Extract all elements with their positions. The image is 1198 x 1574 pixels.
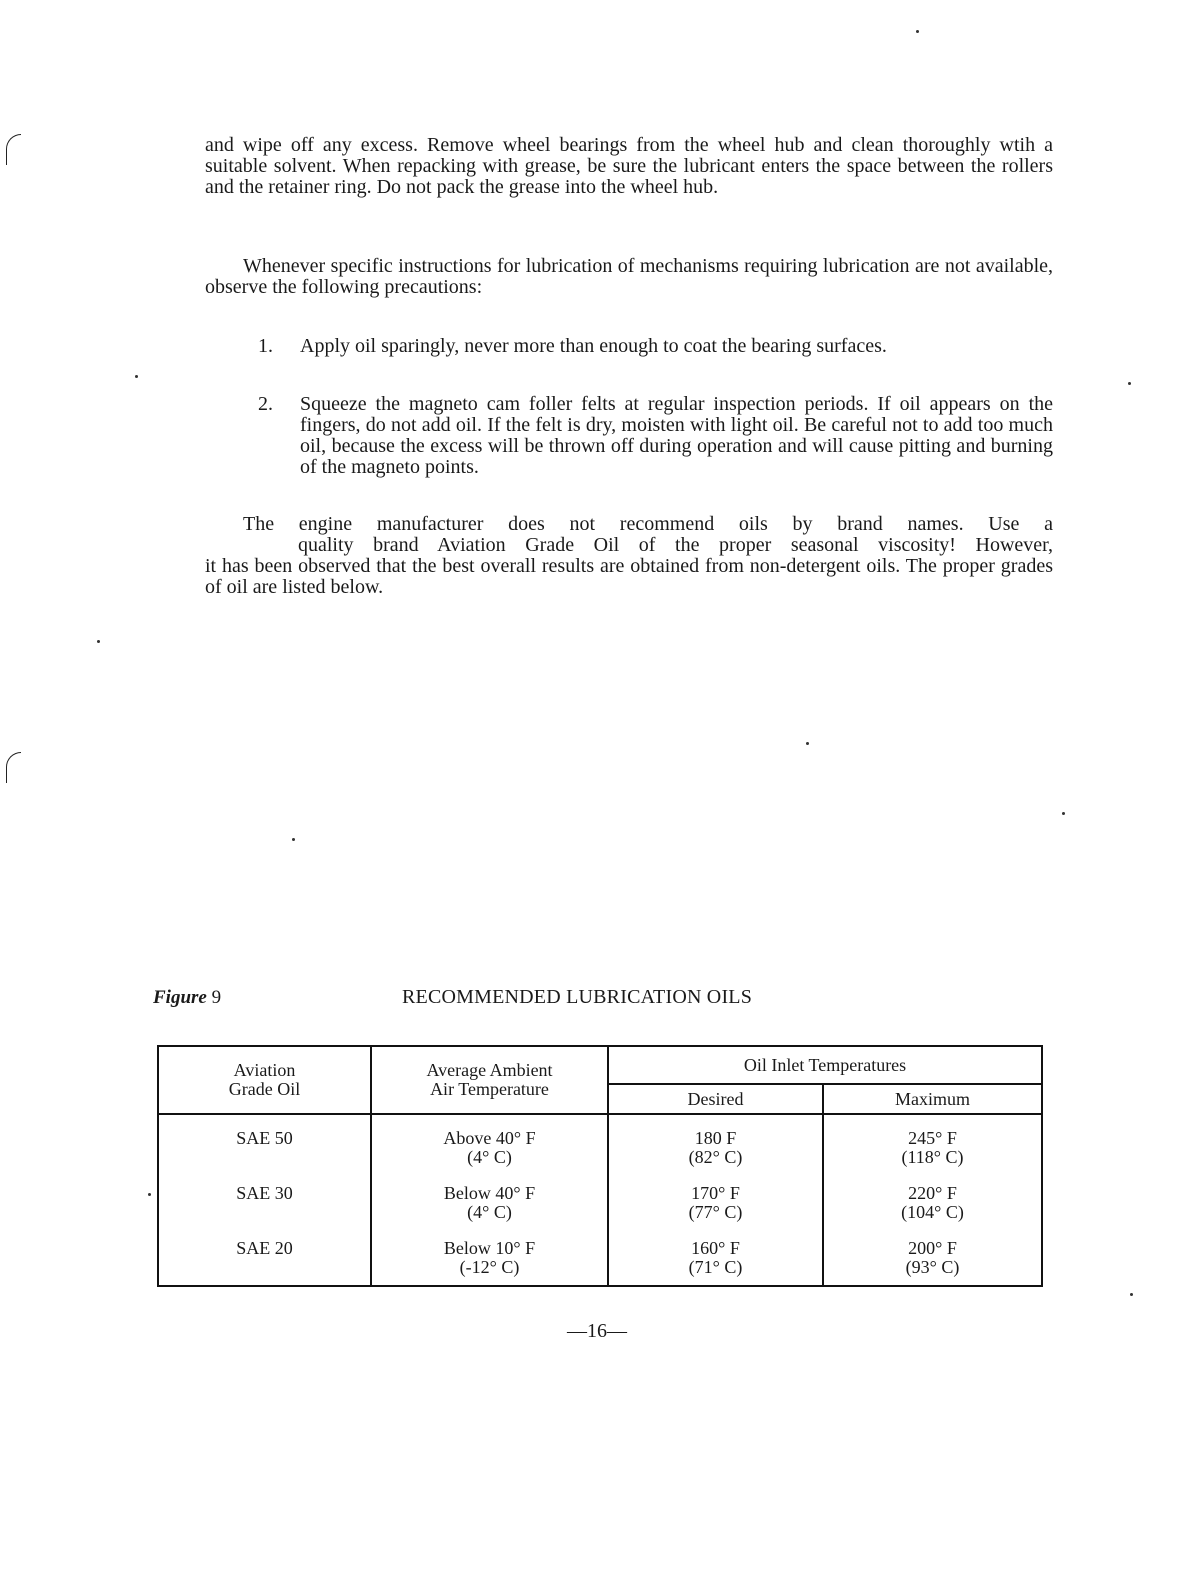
scan-speck: [916, 30, 919, 33]
cell-line: (71° C): [688, 1256, 743, 1277]
header-desired: Desired: [608, 1084, 823, 1114]
header-line: Aviation: [233, 1060, 296, 1080]
cell-line: (104° C): [901, 1202, 964, 1223]
scan-speck: [292, 838, 295, 841]
cell-maximum: [823, 1233, 1042, 1286]
cell-line: (118° C): [901, 1147, 964, 1167]
cell-line: Below 40° F: [443, 1183, 536, 1204]
cell-desired: [608, 1233, 823, 1286]
cell-line: (93° C): [905, 1256, 960, 1277]
paragraph-line: quality brand Aviation Grade Oil of the proper seasonal viscosity! However,: [298, 534, 1053, 556]
cell-line: 160° F: [691, 1237, 740, 1258]
list-item-text: Apply oil sparingly, never more than enough to coat the bearing surfaces.: [300, 335, 887, 357]
scan-mark: [6, 134, 21, 165]
list-item-number: 2.: [258, 393, 273, 415]
cell-desired: [608, 1178, 823, 1232]
cell-line: (4° C): [467, 1202, 512, 1223]
scan-speck: [1128, 382, 1131, 385]
cell-grade: SAE 20: [158, 1233, 371, 1286]
cell-ambient-temp: [371, 1233, 608, 1286]
paragraph-line: are not available, observe the following precautions:: [205, 255, 1054, 298]
paragraph-lubrication-precautions: [205, 256, 1053, 298]
lubrication-oils-table: [157, 1045, 1043, 1287]
paragraph-line: it has been observed that the best overall results are obtained from non-detergent oils. The proper grades of oil are listed below.: [205, 555, 1053, 598]
cell-ambient-temp: [371, 1178, 608, 1232]
cell-line: (-12° C): [459, 1256, 520, 1277]
paragraph-wheel-bearings: and wipe off any excess. Remove wheel bearings from the wheel hub and clean thoroughly wtih a suitable solvent. When repacking with grease, be sure the lubricant enters the space between the rollers and the retainer ring. Do not pack the grease into the wheel hub.: [205, 134, 1053, 198]
cell-line: 170° F: [691, 1183, 740, 1204]
table-row: [158, 1233, 1042, 1286]
scan-speck: [1130, 1293, 1133, 1296]
cell-line: 245° F: [908, 1128, 957, 1148]
header-line: Average Ambient: [426, 1060, 553, 1080]
cell-line: Below 10° F: [443, 1237, 536, 1258]
cell-grade: SAE 50: [158, 1114, 371, 1178]
paragraph-line: The engine manufacturer does not recommend oils by brand names. Use a: [243, 513, 1053, 535]
scan-speck: [1062, 812, 1065, 815]
header-grade: [158, 1046, 371, 1114]
cell-line: Above 40° F: [443, 1128, 536, 1148]
scan-speck: [806, 742, 809, 745]
list-item-text: Squeeze the magneto cam foller felts at regular inspection periods. If oil appears on the fingers, do not add oil. If the felt is dry, moisten with light oil. Be careful not to add too much oil, because the excess will be thrown off during operation and will cause pitting and burning of the magneto points.: [300, 393, 1053, 478]
cell-ambient-temp: [371, 1114, 608, 1178]
header-line: Air Temperature: [430, 1079, 549, 1099]
cell-maximum: [823, 1178, 1042, 1232]
cell-line: (77° C): [688, 1202, 743, 1223]
paragraph-line: Whenever specific instructions for lubrication of mechanisms requiring lubrication: [243, 255, 910, 277]
cell-maximum: [823, 1114, 1042, 1178]
cell-desired: [608, 1114, 823, 1178]
cell-line: 180 F: [694, 1128, 737, 1148]
cell-grade: SAE 30: [158, 1178, 371, 1232]
figure-title: RECOMMENDED LUBRICATION OILS: [402, 986, 753, 1008]
scan-speck: [135, 375, 138, 378]
figure-label-text: Figure: [153, 987, 207, 1008]
list-item: [258, 394, 1053, 478]
scan-speck: [97, 640, 100, 643]
header-oil-inlet: Oil Inlet Temperatures: [608, 1046, 1042, 1084]
paragraph-oil-recommendation: [205, 514, 1053, 598]
table-row: [158, 1178, 1042, 1232]
header-maximum: Maximum: [823, 1084, 1042, 1114]
cell-line: (82° C): [688, 1147, 743, 1167]
cell-line: 200° F: [908, 1237, 957, 1258]
scan-speck: [148, 1193, 151, 1196]
table-row: [158, 1114, 1042, 1178]
header-line: Grade Oil: [228, 1079, 301, 1099]
page-number: —16—: [567, 1320, 627, 1342]
header-ambient-temp: [371, 1046, 608, 1114]
list-item-number: 1.: [258, 335, 273, 357]
list-item: [258, 336, 1053, 357]
cell-line: (4° C): [467, 1147, 512, 1167]
scan-mark: [6, 752, 21, 783]
figure-number: 9: [211, 987, 222, 1008]
figure-label: [153, 987, 221, 1009]
cell-line: 220° F: [908, 1183, 957, 1204]
